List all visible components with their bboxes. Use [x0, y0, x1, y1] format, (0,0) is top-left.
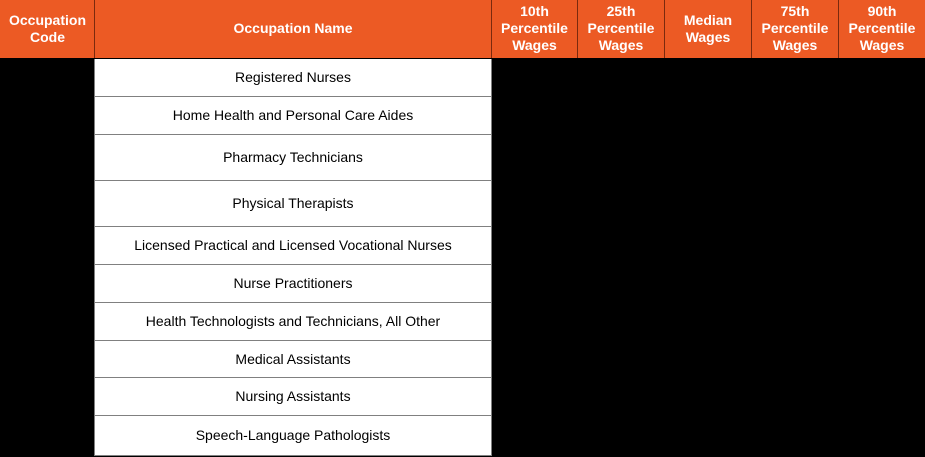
p10-cell: [492, 377, 578, 415]
table-row: [1, 226, 925, 264]
header-median: [665, 0, 752, 58]
p75-cell: [752, 226, 839, 264]
p25-cell: [578, 302, 665, 340]
median-cell: [665, 340, 752, 377]
occupation-name-cell: Medical Assistants: [95, 340, 492, 377]
median-cell: [665, 58, 752, 96]
p90-cell: [839, 340, 925, 377]
table-row: [1, 415, 925, 455]
occupation-name-cell: Nurse Practitioners: [95, 264, 492, 302]
table-row: [1, 264, 925, 302]
header-occupation-code-label: Occupation Code: [8, 11, 86, 45]
p90-cell: [839, 302, 925, 340]
p75-cell: [752, 340, 839, 377]
p10-cell: [492, 180, 578, 226]
p75-cell: [752, 415, 839, 455]
p90-cell: [839, 226, 925, 264]
p75-cell: [752, 134, 839, 180]
p25-cell: [578, 58, 665, 96]
occupation-name-cell: Registered Nurses: [95, 58, 492, 96]
p25-cell: [578, 226, 665, 264]
occupation-name-cell: Health Technologists and Technicians, All Other: [95, 302, 492, 340]
header-25th-percentile: [578, 0, 665, 58]
occupation-code-cell: [1, 264, 95, 302]
p25-cell: [578, 415, 665, 455]
header-10th-percentile: [492, 0, 578, 58]
header-median-label: Median Wages: [683, 11, 733, 45]
p75-cell: [752, 302, 839, 340]
occupation-name-cell: Licensed Practical and Licensed Vocational Nurses: [95, 226, 492, 264]
p10-cell: [492, 340, 578, 377]
median-cell: [665, 415, 752, 455]
occupation-code-cell: [1, 134, 95, 180]
occupation-code-cell: [1, 340, 95, 377]
p75-cell: [752, 180, 839, 226]
table-row: [1, 180, 925, 226]
p90-cell: [839, 377, 925, 415]
occupation-code-cell: [1, 226, 95, 264]
p10-cell: [492, 415, 578, 455]
table-row: [1, 377, 925, 415]
occupation-name-cell: Physical Therapists: [95, 180, 492, 226]
p25-cell: [578, 96, 665, 134]
header-occupation-name-label: Occupation Name: [233, 20, 353, 37]
p10-cell: [492, 302, 578, 340]
p10-cell: [492, 134, 578, 180]
occupation-code-cell: [1, 180, 95, 226]
p90-cell: [839, 264, 925, 302]
p75-cell: [752, 377, 839, 415]
table-row: [1, 340, 925, 377]
p75-cell: [752, 96, 839, 134]
header-90th-percentile: [839, 0, 925, 58]
table-row: [1, 96, 925, 134]
p90-cell: [839, 134, 925, 180]
occupation-code-cell: [1, 377, 95, 415]
median-cell: [665, 264, 752, 302]
table-row: [1, 58, 925, 96]
header-occupation-code: [1, 0, 95, 58]
occupation-code-cell: [1, 302, 95, 340]
p10-cell: [492, 226, 578, 264]
header-90th-percentile-label: 90th Percentile Wages: [848, 3, 916, 54]
p90-cell: [839, 180, 925, 226]
header-25th-percentile-label: 25th Percentile Wages: [587, 3, 655, 54]
p90-cell: [839, 415, 925, 455]
p75-cell: [752, 264, 839, 302]
p75-cell: [752, 58, 839, 96]
median-cell: [665, 134, 752, 180]
p10-cell: [492, 264, 578, 302]
p25-cell: [578, 134, 665, 180]
median-cell: [665, 377, 752, 415]
p25-cell: [578, 264, 665, 302]
p25-cell: [578, 377, 665, 415]
header-75th-percentile: [752, 0, 839, 58]
occupation-name-cell: Speech-Language Pathologists: [95, 415, 492, 455]
p90-cell: [839, 58, 925, 96]
p25-cell: [578, 340, 665, 377]
header-75th-percentile-label: 75th Percentile Wages: [761, 3, 829, 54]
occupation-name-cell: Pharmacy Technicians: [95, 134, 492, 180]
p25-cell: [578, 180, 665, 226]
occupation-code-cell: [1, 96, 95, 134]
median-cell: [665, 180, 752, 226]
p90-cell: [839, 96, 925, 134]
median-cell: [665, 302, 752, 340]
occupation-code-cell: [1, 58, 95, 96]
median-cell: [665, 96, 752, 134]
table-row: [1, 302, 925, 340]
occupation-name-cell: Nursing Assistants: [95, 377, 492, 415]
p10-cell: [492, 96, 578, 134]
occupation-name-cell: Home Health and Personal Care Aides: [95, 96, 492, 134]
median-cell: [665, 226, 752, 264]
header-10th-percentile-label: 10th Percentile Wages: [501, 3, 568, 54]
header-occupation-name: [95, 0, 492, 58]
p10-cell: [492, 58, 578, 96]
occupation-code-cell: [1, 415, 95, 455]
table-row: [1, 134, 925, 180]
header-row: [1, 0, 925, 58]
